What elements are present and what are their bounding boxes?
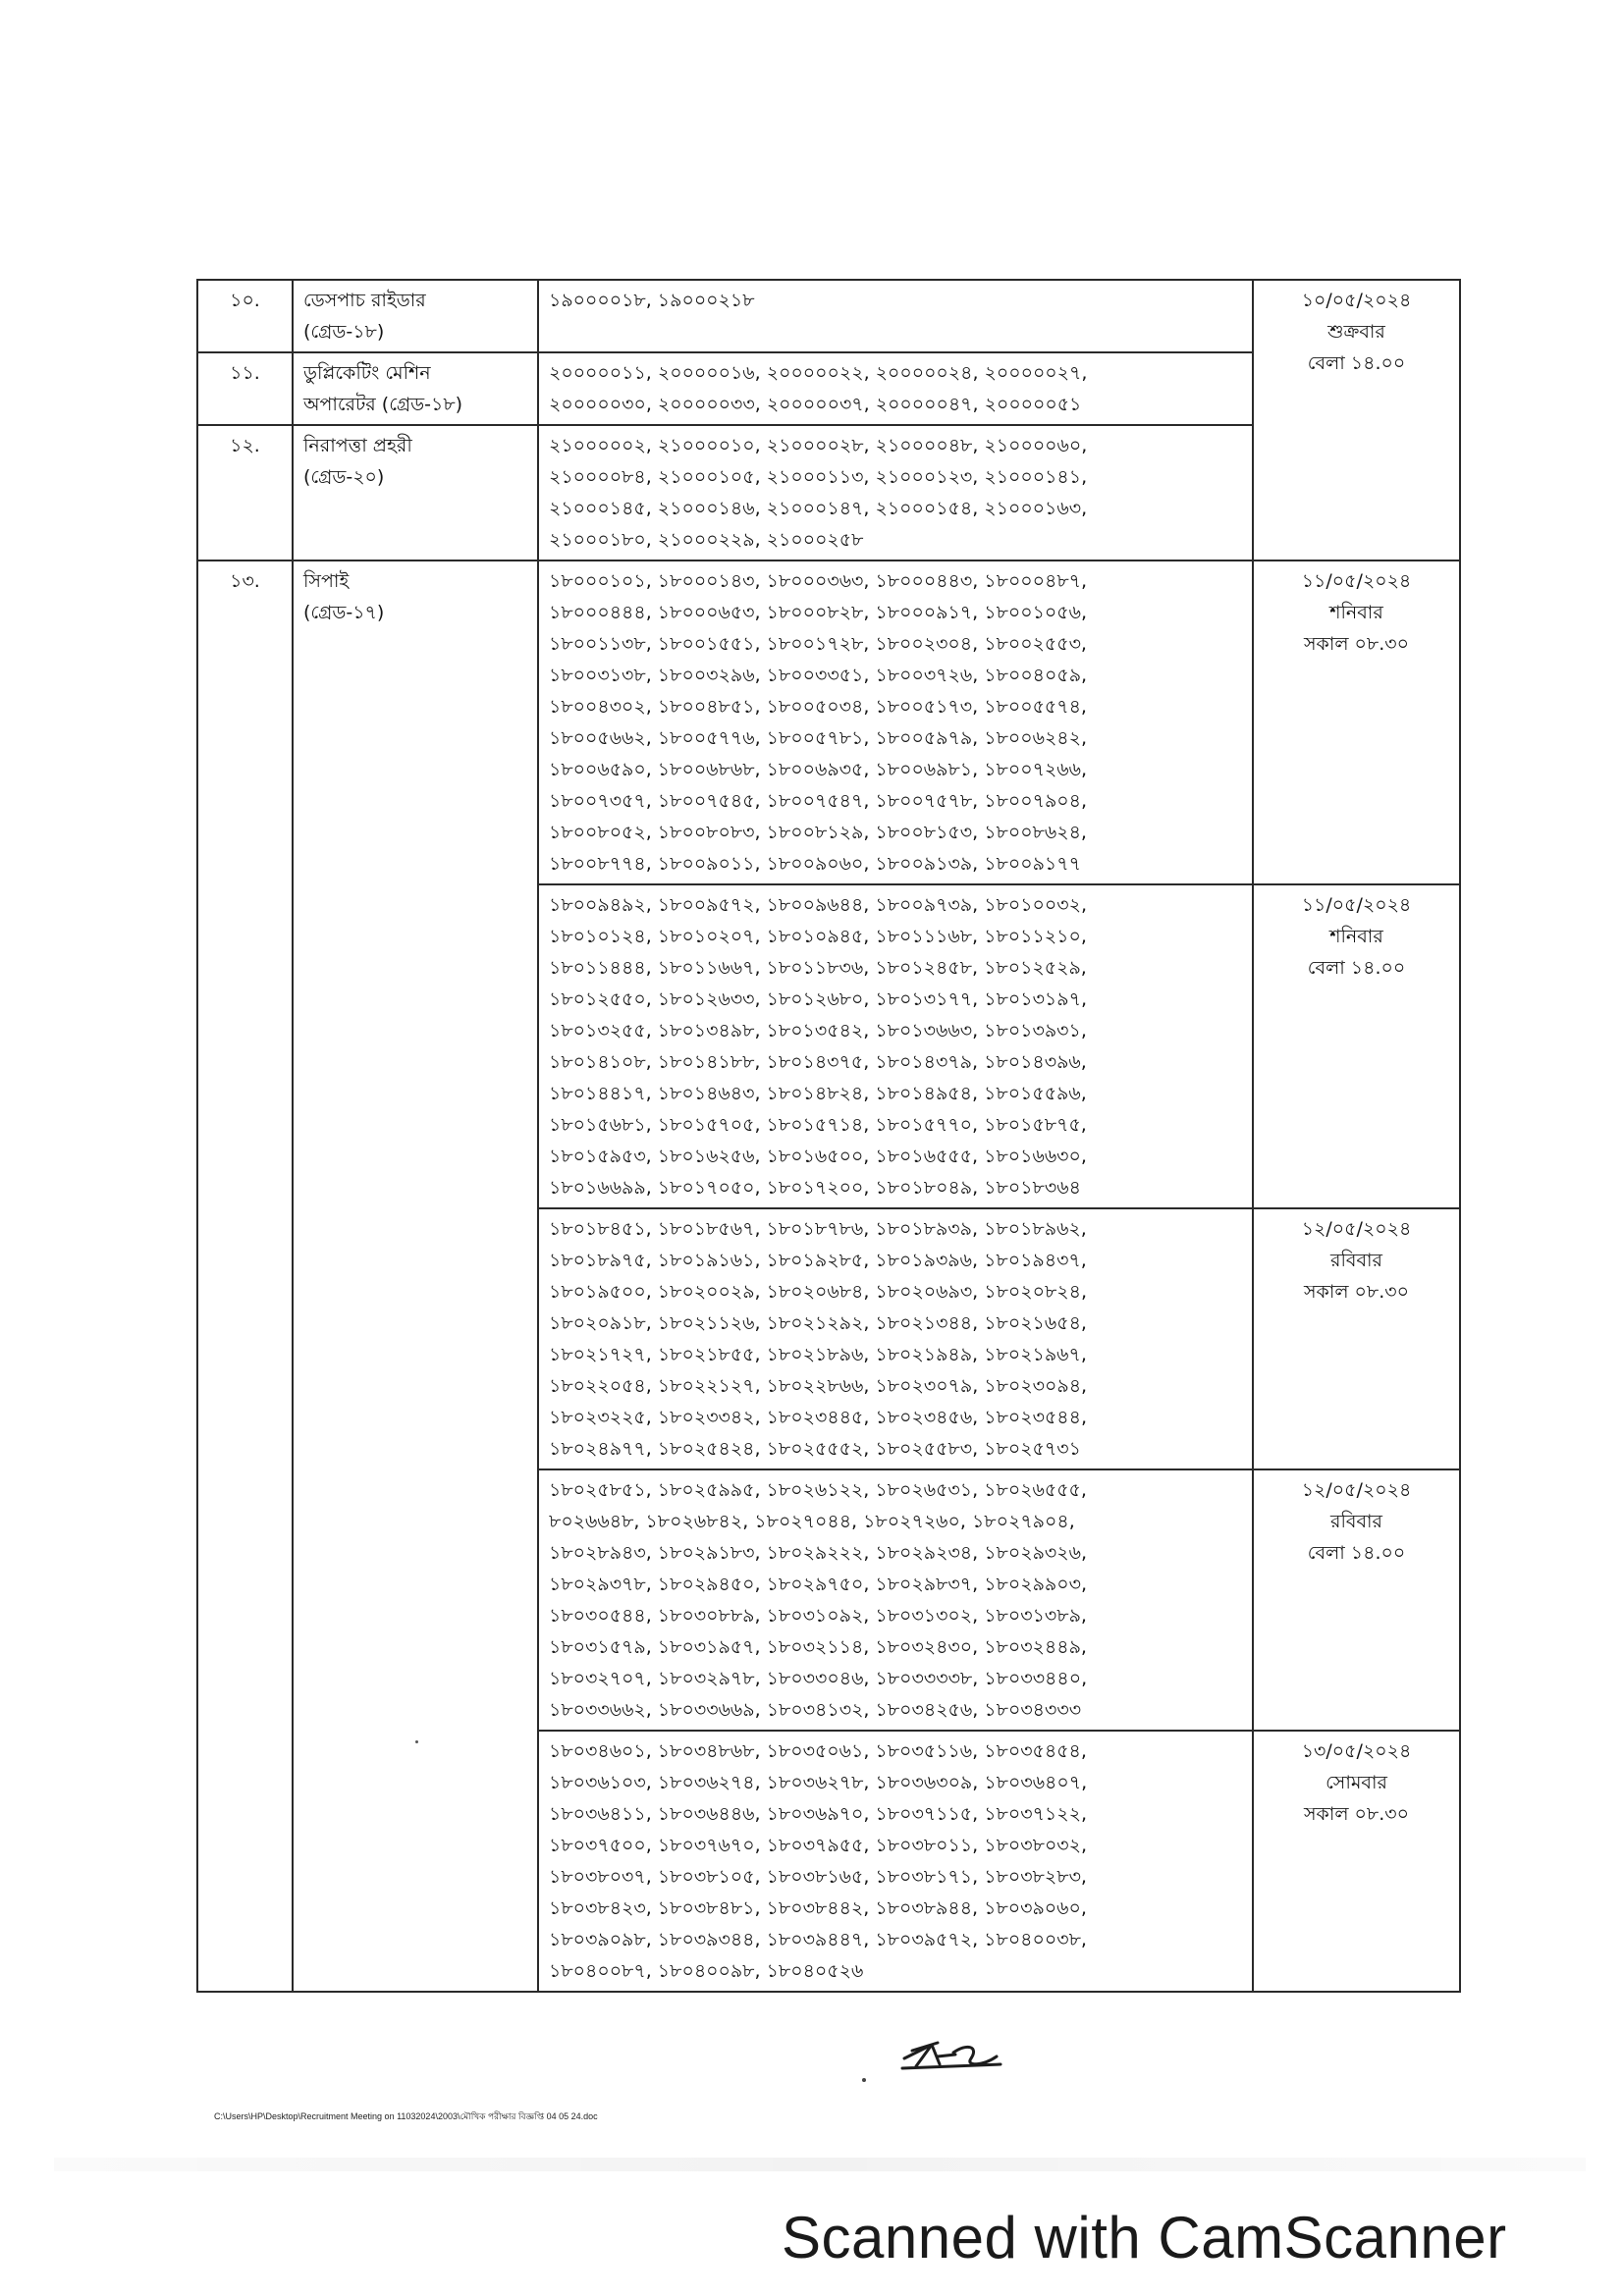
- roll-numbers-line: ১৮০১৮৯৭৫, ১৮০১৯১৬১, ১৮০১৯২৮৫, ১৮০১৯৩৯৬, ১৮০১৯৪৩৭,: [549, 1250, 1087, 1271]
- exam-schedule-cell: [1253, 1469, 1460, 1731]
- roll-numbers-line: ১৮০০৩১৩৮, ১৮০০৩২৯৬, ১৮০০৩৩৫১, ১৮০০৩৭২৬, ১৮০০৪০৫৯,: [549, 665, 1088, 686]
- exam-time: সকাল ০৮.৩০: [1304, 1803, 1409, 1825]
- roll-numbers-cell: [538, 561, 1253, 884]
- roll-numbers-line: ১৮০৩৭৫০০, ১৮০৩৭৬৭০, ১৮০৩৭৯৫৫, ১৮০৩৮০১১, ১৮০৩৮০৩২,: [549, 1835, 1088, 1856]
- post-name-cell: [293, 425, 538, 561]
- roll-numbers-line: ১৮০২৪৯৭৭, ১৮০২৫৪২৪, ১৮০২৫৫৫২, ১৮০২৫৫৮৩, ১৮০২৫৭৩১: [549, 1438, 1081, 1460]
- roll-numbers-line: ১৮০১৪১০৮, ১৮০১৪১৮৮, ১৮০১৪৩৭৫, ১৮০১৪৩৭৯, ১৮০১৪৩৯৬,: [549, 1051, 1087, 1073]
- roll-numbers-line: ১৮০১৫৬৮১, ১৮০১৫৭০৫, ১৮০১৫৭১৪, ১৮০১৫৭৭০, ১৮০১৫৮৭৫,: [549, 1114, 1087, 1136]
- exam-day: রবিবার: [1330, 1511, 1382, 1532]
- exam-time: বেলা ১৪.০০: [1307, 957, 1406, 979]
- post-name-line: (গ্রেড-১৭): [303, 602, 385, 623]
- roll-numbers-line: ১৮০২১৭২৭, ১৮০২১৮৫৫, ১৮০২১৮৯৬, ১৮০২১৯৪৯, ১৮০২১৯৬৭,: [549, 1344, 1087, 1365]
- roll-numbers-line: ১৮০৩২৭০৭, ১৮০৩২৯৭৮, ১৮০৩৩০৪৬, ১৮০৩৩৩৩৮, ১৮০৩৩৪৪০,: [549, 1668, 1088, 1689]
- roll-numbers-line: ১৮০০০৪৪৪, ১৮০০০৬৫৩, ১৮০০০৮২৮, ১৮০০০৯১৭, ১৮০০১০৫৬,: [549, 602, 1088, 623]
- roll-numbers-line: ১৮০০৯৪৯২, ১৮০০৯৫৭২, ১৮০০৯৬৪৪, ১৮০০৯৭৩৯, ১৮০১০০৩২,: [549, 894, 1087, 916]
- post-name-line: (গ্রেড-১৮): [303, 321, 385, 343]
- roll-numbers-line: ১৮০২৫৮৫১, ১৮০২৫৯৯৫, ১৮০২৬১২২, ১৮০২৬৫৩১, ১৮০২৬৫৫৫,: [549, 1479, 1087, 1501]
- exam-day: সোমবার: [1325, 1772, 1387, 1793]
- exam-time: সকাল ০৮.৩০: [1304, 1281, 1409, 1303]
- roll-numbers-line: ১৮০০৮৭৭৪, ১৮০০৯০১১, ১৮০০৯০৬০, ১৮০০৯১৩৯, ১৮০০৯১৭৭: [549, 853, 1081, 875]
- exam-day: রবিবার: [1330, 1250, 1382, 1271]
- exam-date: ১৩/০৫/২০২৪: [1301, 1740, 1412, 1762]
- serial-number-cell: ১২.: [197, 425, 293, 561]
- serial-number-cell: ১৩.: [197, 561, 293, 1992]
- roll-numbers-line: ১৮০১৬৬৯৯, ১৮০১৭০৫০, ১৮০১৭২০০, ১৮০১৮০৪৯, ১৮০১৮৩৬৪: [549, 1177, 1081, 1199]
- roll-numbers-line: ১৮০৩১৫৭৯, ১৮০৩১৯৫৭, ১৮০৩২১১৪, ১৮০৩২৪৩০, ১৮০৩২৪৪৯,: [549, 1636, 1087, 1658]
- schedule-table-body: [197, 280, 1460, 1992]
- exam-date: ১২/০৫/২০২৪: [1301, 1479, 1412, 1501]
- post-name-line: (গ্রেড-২০): [303, 466, 385, 488]
- roll-numbers-cell: [538, 425, 1253, 561]
- roll-numbers-line: ১৮০৩৩৬৬২, ১৮০৩৩৬৬৯, ১৮০৩৪১৩২, ১৮০৩৪২৫৬, ১৮০৩৪৩৩৩: [549, 1699, 1082, 1721]
- exam-schedule-cell: [1253, 884, 1460, 1208]
- roll-numbers-line: ১৮০৩৪৬০১, ১৮০৩৪৮৬৮, ১৮০৩৫০৬১, ১৮০৩৫১১৬, ১৮০৩৫৪৫৪,: [549, 1740, 1087, 1762]
- roll-numbers-line: ১৮০১৮৪৫১, ১৮০১৮৫৬৭, ১৮০১৮৭৮৬, ১৮০১৮৯৩৯, ১৮০১৮৯৬২,: [549, 1218, 1087, 1240]
- post-name-line: ডুপ্লিকেটিং মেশিন: [303, 362, 431, 384]
- exam-schedule-cell: [1253, 561, 1460, 884]
- viva-schedule-table: [196, 279, 1461, 1993]
- roll-numbers-line: ১৮০১০১২৪, ১৮০১০২০৭, ১৮০১০৯৪৫, ১৮০১১১৬৮, ১৮০১১২১০,: [549, 926, 1087, 947]
- exam-schedule-cell: [1253, 1731, 1460, 1992]
- post-name-line: অপারেটর (গ্রেড-১৮): [303, 394, 463, 415]
- serial-number-cell: ১১.: [197, 352, 293, 425]
- post-name-line: নিরাপত্তা প্রহরী: [303, 435, 412, 456]
- roll-numbers-cell: [538, 1208, 1253, 1469]
- exam-time: বেলা ১৪.০০: [1307, 1542, 1406, 1564]
- roll-numbers-line: ১৮০৩০৫৪৪, ১৮০৩০৮৮৯, ১৮০৩১০৯২, ১৮০৩১৩০২, ১৮০৩১৩৮৯,: [549, 1605, 1087, 1627]
- roll-numbers-line: ১৮০৪০০৮৭, ১৮০৪০০৯৮, ১৮০৪০৫২৬: [549, 1960, 864, 1982]
- roll-numbers-cell: [538, 1469, 1253, 1731]
- post-name-cell: [293, 352, 538, 425]
- roll-numbers-line: ২১০০০১৪৫, ২১০০০১৪৬, ২১০০০১৪৭, ২১০০০১৫৪, ২১০০০১৬৩,: [549, 498, 1088, 519]
- exam-day: শনিবার: [1329, 602, 1383, 623]
- roll-numbers-line: ১৮০১৯৫০০, ১৮০২০০২৯, ১৮০২০৬৮৪, ১৮০২০৬৯৩, ১৮০২০৮২৪,: [549, 1281, 1088, 1303]
- exam-date: ১১/০৫/২০২৪: [1301, 894, 1412, 916]
- roll-numbers-line: ৮০২৬৬৪৮, ১৮০২৬৮৪২, ১৮০২৭০৪৪, ১৮০২৭২৬০, ১৮০২৭৯০৪,: [549, 1511, 1075, 1532]
- exam-schedule-cell: [1253, 1208, 1460, 1469]
- roll-numbers-cell: [538, 1731, 1253, 1992]
- post-name-line: সিপাই: [303, 570, 350, 592]
- exam-day: শুক্রবার: [1327, 321, 1385, 343]
- post-name-cell: [293, 561, 538, 1992]
- roll-numbers-line: ১৮০২৯৩৭৮, ১৮০২৯৪৫০, ১৮০২৯৭৫০, ১৮০২৯৮৩৭, ১৮০২৯৯০৩,: [549, 1574, 1087, 1595]
- scan-speck: [415, 1740, 418, 1743]
- exam-day: শনিবার: [1329, 926, 1383, 947]
- table-row: [197, 280, 1460, 352]
- roll-numbers-line: ১৮০১৪৪১৭, ১৮০১৪৬৪৩, ১৮০১৪৮২৪, ১৮০১৪৯৫৪, ১৮০১৫৫৯৬,: [549, 1083, 1087, 1104]
- roll-numbers-line: ১৮০৩৮৪২৩, ১৮০৩৮৪৮১, ১৮০৩৮৪৪২, ১৮০৩৮৯৪৪, ১৮০৩৯০৬০,: [549, 1897, 1087, 1919]
- post-name-cell: [293, 280, 538, 352]
- exam-time: বেলা ১৪.০০: [1307, 352, 1406, 374]
- roll-numbers-line: ১৯০০০০১৮, ১৯০০০২১৮: [549, 290, 755, 311]
- roll-numbers-line: ১৮০২০৯১৮, ১৮০২১১২৬, ১৮০২১২৯২, ১৮০২১৩৪৪, ১৮০২১৬৫৪,: [549, 1312, 1087, 1334]
- roll-numbers-line: ১৮০০০১০১, ১৮০০০১৪৩, ১৮০০০৩৬৩, ১৮০০০৪৪৩, ১৮০০০৪৮৭,: [549, 570, 1088, 592]
- serial-number-cell: ১০.: [197, 280, 293, 352]
- exam-date: ১১/০৫/২০২৪: [1301, 570, 1412, 592]
- roll-numbers-line: ১৮০০৫৬৬২, ১৮০০৫৭৭৬, ১৮০০৫৭৮১, ১৮০০৫৯৭৯, ১৮০০৬২৪২,: [549, 727, 1088, 749]
- roll-numbers-line: ১৮০২২০৫৪, ১৮০২২১২৭, ১৮০২২৮৬৬, ১৮০২৩০৭৯, ১৮০২৩০৯৪,: [549, 1375, 1088, 1397]
- exam-schedule-cell: [1253, 280, 1460, 561]
- roll-numbers-line: ১৮০৩৬১০৩, ১৮০৩৬২৭৪, ১৮০৩৬২৭৮, ১৮০৩৬৩০৯, ১৮০৩৬৪০৭,: [549, 1772, 1088, 1793]
- roll-numbers-line: ১৮০২৩২২৫, ১৮০২৩৩৪২, ১৮০২৩৪৪৫, ১৮০২৩৪৫৬, ১৮০২৩৫৪৪,: [549, 1407, 1088, 1428]
- roll-numbers-cell: [538, 280, 1253, 352]
- table-row: [197, 561, 1460, 884]
- roll-numbers-line: ১৮০৩৯০৯৮, ১৮০৩৯৩৪৪, ১৮০৩৯৪৪৭, ১৮০৩৯৫৭২, ১৮০৪০০৩৮,: [549, 1929, 1087, 1950]
- roll-numbers-line: ১৮০৩৮০৩৭, ১৮০৩৮১০৫, ১৮০৩৮১৬৫, ১৮০৩৮১৭১, ১৮০৩৮২৮৩,: [549, 1866, 1087, 1888]
- roll-numbers-cell: [538, 884, 1253, 1208]
- signature-mark: [898, 2037, 1006, 2076]
- post-name-line: ডেসপাচ রাইডার: [303, 290, 426, 311]
- roll-numbers-line: ১৮০২৮৯৪৩, ১৮০২৯১৮৩, ১৮০২৯২২২, ১৮০২৯২৩৪, ১৮০২৯৩২৬,: [549, 1542, 1088, 1564]
- roll-numbers-line: ১৮০০৮০৫২, ১৮০০৮০৮৩, ১৮০০৮১২৯, ১৮০০৮১৫৩, ১৮০০৮৬২৪,: [549, 822, 1087, 843]
- camscanner-watermark: Scanned with CamScanner: [782, 2205, 1507, 2270]
- roll-numbers-line: ১৮০০৭৩৫৭, ১৮০০৭৫৪৫, ১৮০০৭৫৪৭, ১৮০০৭৫৭৮, ১৮০০৭৯০৪,: [549, 790, 1088, 812]
- scan-shadow: [54, 2158, 1586, 2171]
- roll-numbers-line: ২০০০০০১১, ২০০০০০১৬, ২০০০০০২২, ২০০০০০২৪, ২০০০০০২৭,: [549, 362, 1088, 384]
- roll-numbers-line: ১৮০০৬৫৯০, ১৮০০৬৮৬৮, ১৮০০৬৯৩৫, ১৮০০৬৯৮১, ১৮০০৭২৬৬,: [549, 759, 1088, 780]
- roll-numbers-line: ১৮০১২৫৫০, ১৮০১২৬৩৩, ১৮০১২৬৮০, ১৮০১৩১৭৭, ১৮০১৩১৯৭,: [549, 988, 1087, 1010]
- scan-speck: [862, 2078, 866, 2082]
- roll-numbers-line: ১৮০১৩২৫৫, ১৮০১৩৪৯৮, ১৮০১৩৫৪২, ১৮০১৩৬৬৩, ১৮০১৩৯৩১,: [549, 1020, 1087, 1041]
- roll-numbers-line: ২১০০০০০২, ২১০০০০১০, ২১০০০০২৮, ২১০০০০৪৮, ২১০০০০৬০,: [549, 435, 1088, 456]
- exam-date: ১২/০৫/২০২৪: [1301, 1218, 1412, 1240]
- roll-numbers-line: ১৮০১১৪৪৪, ১৮০১১৬৬৭, ১৮০১১৮৩৬, ১৮০১২৪৫৮, ১৮০১২৫২৯,: [549, 957, 1087, 979]
- roll-numbers-line: ১৮০১৫৯৫৩, ১৮০১৬২৫৬, ১৮০১৬৫০০, ১৮০১৬৫৫৫, ১৮০১৬৬৩০,: [549, 1146, 1087, 1167]
- roll-numbers-line: ১৮০০৪৩০২, ১৮০০৪৮৫১, ১৮০০৫০৩৪, ১৮০০৫১৭৩, ১৮০০৫৫৭৪,: [549, 696, 1087, 718]
- file-path-footer: C:\Users\HP\Desktop\Recruitment Meeting on 11032024\2003\মৌখিক পরীক্ষার বিজ্ঞপ্তি 04 05 24.doc: [214, 2111, 598, 2121]
- exam-date: ১০/০৫/২০২৪: [1301, 290, 1412, 311]
- roll-numbers-line: ২১০০০০৮৪, ২১০০০১০৫, ২১০০০১১৩, ২১০০০১২৩, ২১০০০১৪১,: [549, 466, 1088, 488]
- roll-numbers-cell: [538, 352, 1253, 425]
- roll-numbers-line: ১৮০৩৬৪১১, ১৮০৩৬৪৪৬, ১৮০৩৬৯৭০, ১৮০৩৭১১৫, ১৮০৩৭১২২,: [549, 1803, 1088, 1825]
- roll-numbers-line: ২১০০০১৮০, ২১০০০২২৯, ২১০০০২৫৮: [549, 529, 864, 551]
- roll-numbers-line: ২০০০০০৩০, ২০০০০০৩৩, ২০০০০০৩৭, ২০০০০০৪৭, ২০০০০০৫১: [549, 394, 1082, 415]
- roll-numbers-line: ১৮০০১১৩৮, ১৮০০১৫৫১, ১৮০০১৭২৮, ১৮০০২৩০৪, ১৮০০২৫৫৩,: [549, 633, 1087, 655]
- exam-time: সকাল ০৮.৩০: [1304, 633, 1409, 655]
